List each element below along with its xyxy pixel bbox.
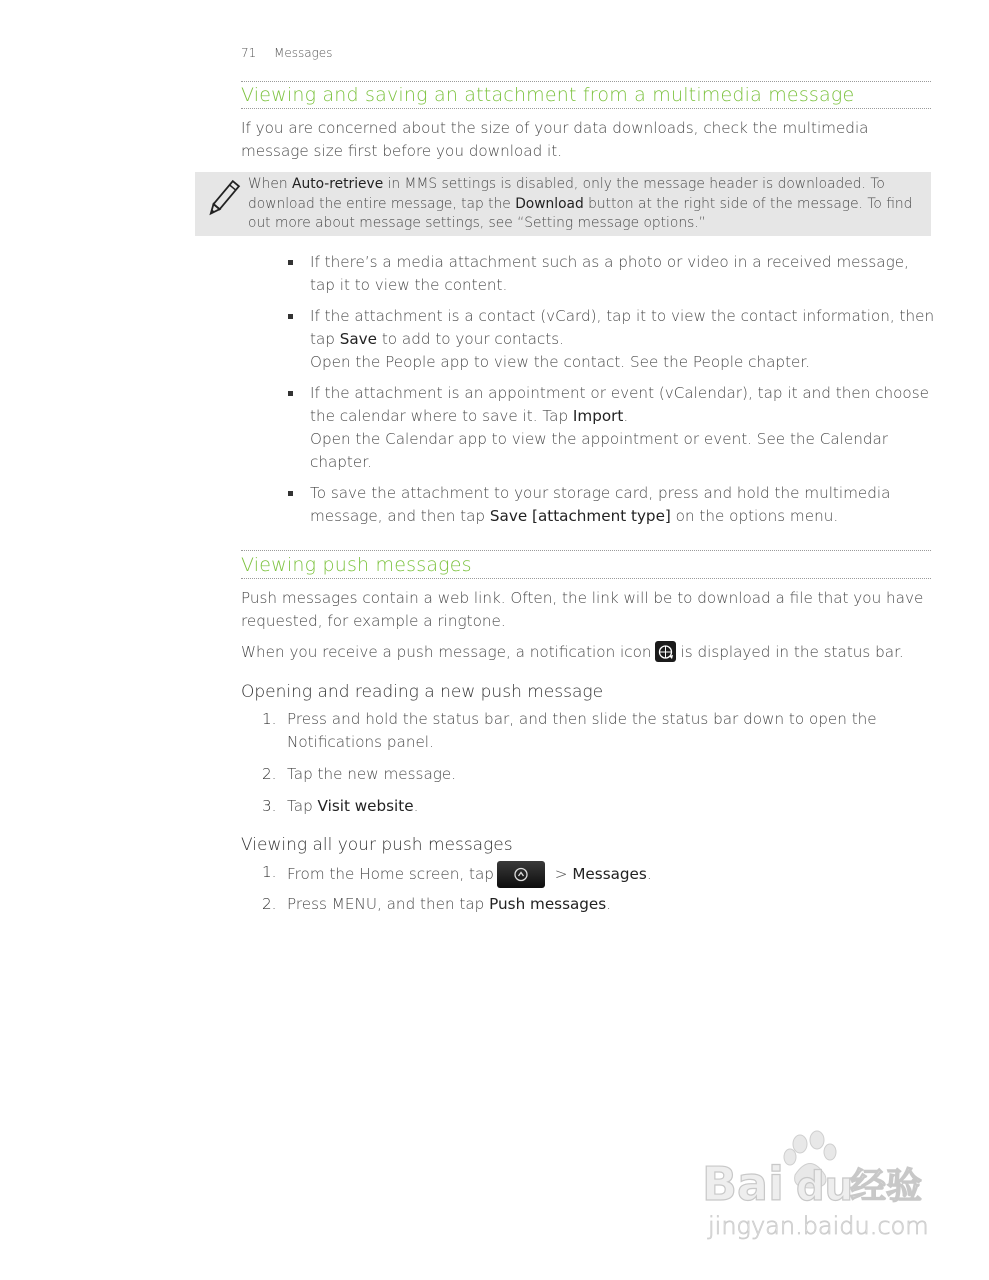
ui-term: Auto-retrieve: [292, 176, 384, 192]
svg-text:jingyan.baidu.com: jingyan.baidu.com: [708, 1212, 929, 1240]
ui-term: Save [attachment type]: [489, 507, 671, 525]
pencil-icon: [201, 177, 245, 221]
step-number: 2.: [262, 765, 277, 783]
page-number: 71: [241, 46, 257, 60]
ui-term: Messages: [572, 865, 647, 883]
divider: [241, 578, 931, 579]
bullet-marker: [288, 391, 293, 396]
bullet-marker: [288, 491, 293, 496]
svg-text:Bai: Bai: [702, 1157, 784, 1211]
divider: [241, 550, 931, 551]
ui-term: Visit website: [317, 797, 414, 815]
running-header-section: Messages: [274, 46, 333, 60]
web-push-notification-icon: [655, 641, 676, 662]
push-intro-paragraph: Push messages contain a web link. Often, the link will be to download a file that you have requested, for example a ringtone.: [241, 589, 924, 630]
step-number: 1.: [262, 710, 277, 728]
note-box: [195, 172, 931, 236]
note-text: When Auto-retrieve in MMS settings is disabled, only the message header is downloaded. To download the entire message, tap the Download button at the right side of the message. To find out more about message settings, see “Setting message options.”: [248, 176, 913, 232]
ui-term: Download: [515, 195, 584, 212]
intro-paragraph: If you are concerned about the size of your data downloads, check the multimedia message size first before you download it.: [241, 119, 869, 160]
subsection-title-view-all: Viewing all your push messages: [241, 835, 513, 855]
subsection-title-open-push: Opening and reading a new push message: [241, 682, 604, 702]
divider: [241, 81, 931, 82]
ui-term: Import: [572, 407, 624, 425]
step-number: 3.: [262, 797, 277, 815]
baidu-jingyan-watermark-logo: [700, 1130, 940, 1245]
svg-text:经验: 经验: [850, 1166, 923, 1207]
divider: [241, 108, 931, 109]
svg-text:du: du: [796, 1164, 854, 1210]
bullet-marker: [288, 260, 293, 265]
push-notification-paragraph: When you receive a push message, a notification icon is displayed in the status bar.: [241, 643, 904, 661]
bullet-marker: [288, 314, 293, 319]
step-number: 2.: [262, 895, 277, 913]
ui-term: Push messages: [489, 895, 607, 913]
section-title-push: Viewing push messages: [241, 554, 472, 576]
step-number: 1.: [262, 863, 277, 881]
ui-term: Save: [339, 330, 378, 348]
section-title-attachment: Viewing and saving an attachment from a multimedia message: [241, 84, 855, 106]
all-apps-button-icon: [497, 861, 545, 888]
